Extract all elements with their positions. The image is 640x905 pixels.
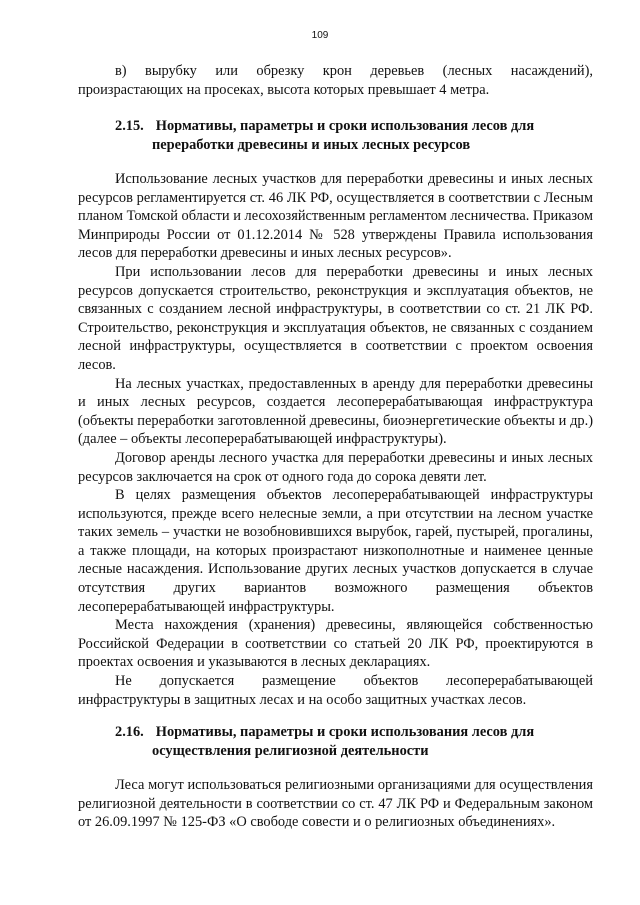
paragraph: Места нахождения (хранения) древесины, являющейся собственностью Российской Федерации в соответствии со статьей 20 ЛК РФ, проектируются в проектах освоения и указываются в лесных декларациях. <box>78 617 593 671</box>
section-title-line1: Нормативы, параметры и сроки использования лесов для <box>155 724 535 740</box>
paragraph: На лесных участках, предоставленных в аренду для переработки древесины и иных лесных ресурсов, создается лесоперерабатывающая инфраструктура (объекты переработки заготовленной древесины, биоэнергетические объекты и др.) (далее – объекты лесоперерабатывающей инфраструктуры). <box>78 375 593 448</box>
paragraph: Не допускается размещение объектов лесоперерабатывающей инфраструктуры в защитных лесах и на особо защитных участках лесов. <box>78 673 593 708</box>
intro-paragraph: в) вырубку или обрезку крон деревьев (лесных насаждений), произрастающих на просеках, высота которых превышает 4 метра. <box>78 63 593 98</box>
section-2-15-heading <box>78 117 593 154</box>
paragraph: Использование лесных участков для переработки древесины и иных лесных ресурсов регламентируется ст. 46 ЛК РФ, осуществляется в соответствии с Лесным планом Томской области и лесохозяйственным регламентом лесничества. Приказом Минприроды России от 01.12.2014 № 528 утверждены Правила использования лесов для переработки древесины и иных лесных ресурсов». <box>78 171 593 262</box>
section-title-line1: Нормативы, параметры и сроки использования лесов для <box>155 118 535 134</box>
paragraph: Леса могут использоваться религиозными организациями для осуществления религиозной деятельности в соответствии со ст. 47 ЛК РФ и Федеральным законом от 26.09.1997 № 125-ФЗ «О свободе совести и о религиозных объединениях». <box>78 777 593 831</box>
paragraph: При использовании лесов для переработки древесины и иных лесных ресурсов допускается строительство, реконструкция и эксплуатация объектов, не связанных с созданием лесной инфраструктуры, в соответствии со ст. 21 ЛК РФ. Строительство, реконструкция и эксплуатация объектов, не связанных с созданием лесной инфраструктуры, осуществляется в соответствии с проектом освоения лесов. <box>78 263 593 373</box>
section-title-line2: осуществления религиозной деятельности <box>152 742 429 759</box>
paragraph: В целях размещения объектов лесоперерабатывающей инфраструктуры используются, прежде всего нелесные земли, а при отсутствии на лесном участке таких земель – участки не возобновившихся вырубок, гарей, пустырей, прогалины, а также площади, на которых произрастают низкополнотные и наименее ценные лесные насаждения. Использование других лесных участков допускается в случае отсутствия других вариантов возможного размещения объектов лесоперерабатывающей инфраструктуры. <box>78 487 593 615</box>
section-number: 2.15. <box>115 118 144 134</box>
section-title-line2: переработки древесины и иных лесных ресурсов <box>152 136 471 153</box>
section-2-16-heading <box>78 723 593 760</box>
paragraph: Договор аренды лесного участка для переработки древесины и иных лесных ресурсов заключается на срок от одного года до сорока девяти лет. <box>78 449 593 485</box>
intro-block <box>78 62 593 99</box>
section-number: 2.16. <box>115 724 144 740</box>
section-2-16-body <box>78 776 593 832</box>
section-2-15-body <box>78 170 593 709</box>
page-number: 109 <box>311 30 329 41</box>
